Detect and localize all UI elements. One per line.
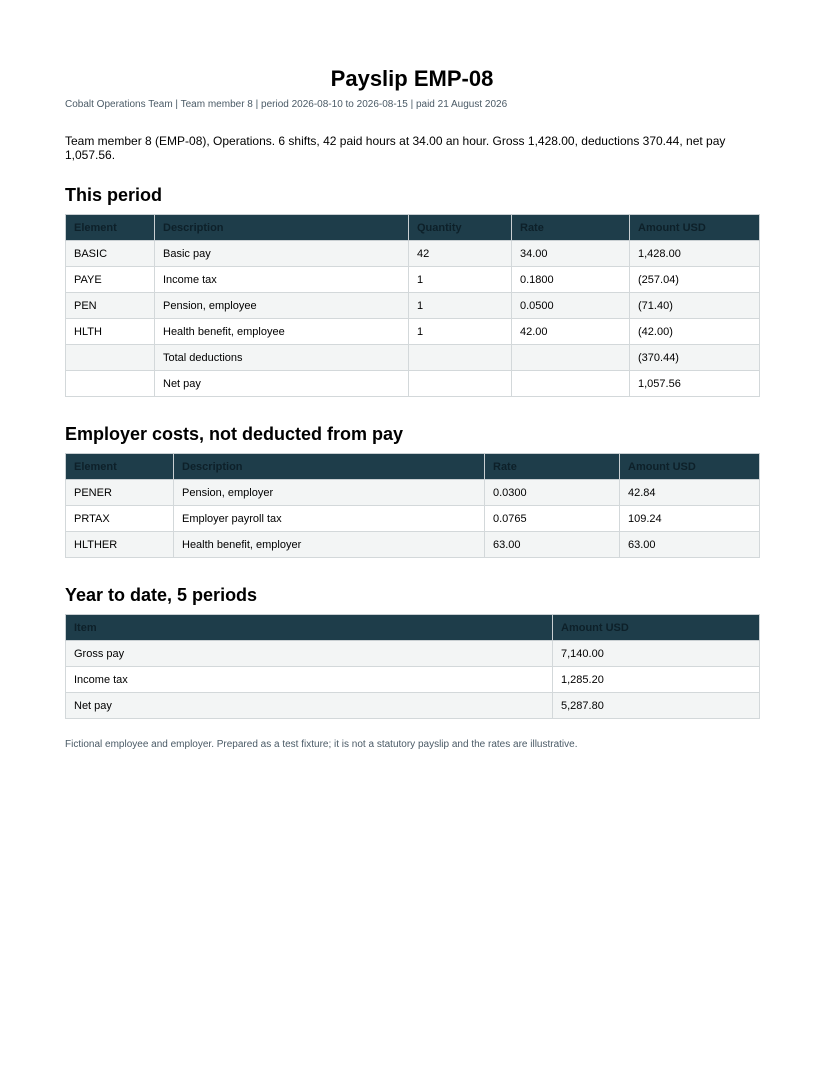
table-cell: 0.0765	[485, 506, 620, 532]
total-deductions-row	[66, 345, 760, 371]
table-cell: Income tax	[155, 267, 409, 293]
table-cell	[66, 345, 155, 371]
table-row	[66, 641, 760, 667]
table-cell: 1,057.56	[630, 371, 760, 397]
table-row	[66, 319, 760, 345]
table-cell: 1,285.20	[553, 667, 760, 693]
table-cell	[512, 345, 630, 371]
employer-costs-header-row	[66, 454, 760, 480]
table-cell: Health benefit, employer	[174, 532, 485, 558]
table-cell: 42	[409, 241, 512, 267]
table-cell: Pension, employer	[174, 480, 485, 506]
table-cell: PRTAX	[66, 506, 174, 532]
page-title: Payslip EMP-08	[330, 66, 494, 91]
column-header: Amount USD	[620, 454, 760, 480]
column-header: Description	[155, 215, 409, 241]
table-cell: 34.00	[512, 241, 630, 267]
year-to-date-heading: Year to date, 5 periods	[65, 585, 258, 605]
column-header: Element	[66, 215, 155, 241]
table-cell: 0.0500	[512, 293, 630, 319]
table-cell: 109.24	[620, 506, 760, 532]
table-cell: Total deductions	[155, 345, 409, 371]
employer-costs-heading: Employer costs, not deducted from pay	[65, 424, 404, 444]
table-cell: Net pay	[155, 371, 409, 397]
table-cell: Employer payroll tax	[174, 506, 485, 532]
payslip-document	[65, 60, 759, 752]
table-cell	[409, 371, 512, 397]
table-cell: 0.1800	[512, 267, 630, 293]
table-cell: PAYE	[66, 267, 155, 293]
column-header: Amount USD	[630, 215, 760, 241]
table-cell: (71.40)	[630, 293, 760, 319]
table-cell: 1	[409, 293, 512, 319]
table-row	[66, 532, 760, 558]
table-cell: 63.00	[620, 532, 760, 558]
table-row	[66, 241, 760, 267]
table-cell: 7,140.00	[553, 641, 760, 667]
year-to-date-table	[65, 614, 760, 719]
table-row	[66, 293, 760, 319]
column-header: Description	[174, 454, 485, 480]
table-cell: (257.04)	[630, 267, 760, 293]
table-cell: Income tax	[66, 667, 553, 693]
this-period-header-row	[66, 215, 760, 241]
footnote: Fictional employee and employer. Prepared as a test fixture; it is not a statutory payslip and the rates are illustrative.	[65, 739, 578, 750]
column-header: Rate	[485, 454, 620, 480]
table-row	[66, 667, 760, 693]
table-cell: (42.00)	[630, 319, 760, 345]
this-period-heading: This period	[65, 185, 163, 205]
table-cell: Pension, employee	[155, 293, 409, 319]
column-header: Quantity	[409, 215, 512, 241]
table-row	[66, 480, 760, 506]
table-cell: Net pay	[66, 693, 553, 719]
column-header: Element	[66, 454, 174, 480]
table-cell	[409, 345, 512, 371]
table-row	[66, 506, 760, 532]
table-cell: 5,287.80	[553, 693, 760, 719]
table-cell: 1,428.00	[630, 241, 760, 267]
table-row	[66, 267, 760, 293]
table-cell: Basic pay	[155, 241, 409, 267]
table-cell: (370.44)	[630, 345, 760, 371]
table-cell: 1	[409, 267, 512, 293]
table-cell: Health benefit, employee	[155, 319, 409, 345]
table-cell: HLTHER	[66, 532, 174, 558]
this-period-table	[65, 214, 760, 397]
column-header: Rate	[512, 215, 630, 241]
table-cell: Gross pay	[66, 641, 553, 667]
table-cell: 1	[409, 319, 512, 345]
table-cell: HLTH	[66, 319, 155, 345]
net-pay-row	[66, 371, 760, 397]
table-row	[66, 693, 760, 719]
table-cell: PEN	[66, 293, 155, 319]
column-header: Amount USD	[553, 615, 760, 641]
table-cell: 0.0300	[485, 480, 620, 506]
table-cell: BASIC	[66, 241, 155, 267]
year-to-date-header-row	[66, 615, 760, 641]
employer-costs-table	[65, 453, 760, 558]
payslip-summary: Team member 8 (EMP-08), Operations. 6 shifts, 42 paid hours at 34.00 an hour. Gross 1,428.00, deductions 370.44, net pay 1,057.56.	[65, 134, 726, 162]
table-cell	[512, 371, 630, 397]
table-cell: PENER	[66, 480, 174, 506]
table-cell	[66, 371, 155, 397]
column-header: Item	[66, 615, 553, 641]
table-cell: 42.84	[620, 480, 760, 506]
payslip-meta-line: Cobalt Operations Team | Team member 8 | period 2026-08-10 to 2026-08-15 | paid 21 August 2026	[65, 99, 508, 110]
table-cell: 42.00	[512, 319, 630, 345]
table-cell: 63.00	[485, 532, 620, 558]
